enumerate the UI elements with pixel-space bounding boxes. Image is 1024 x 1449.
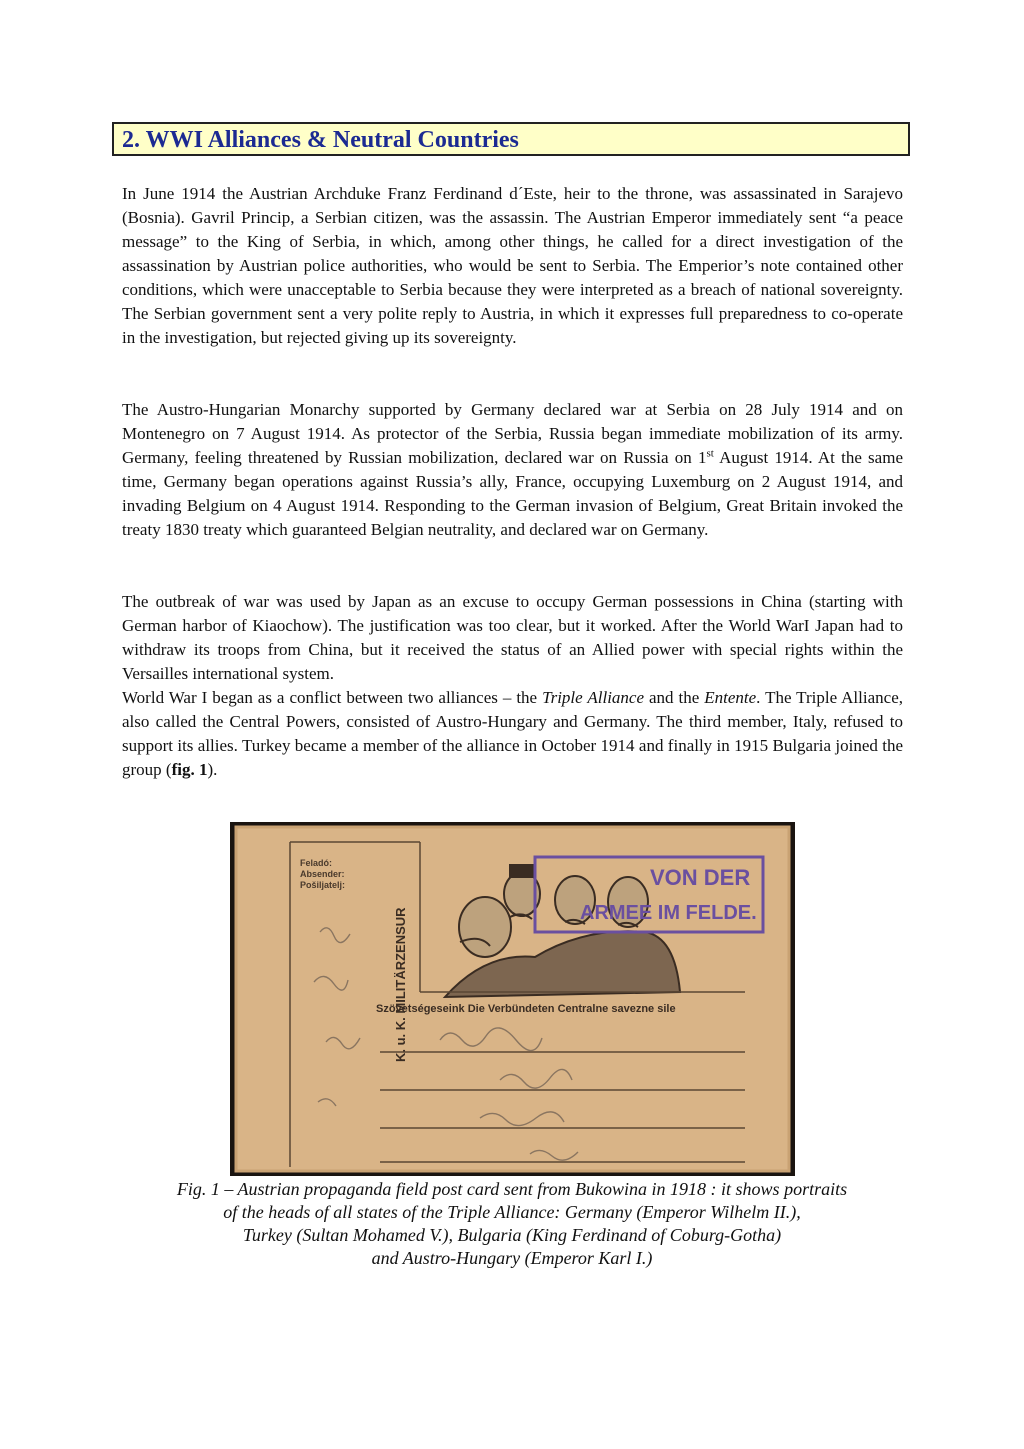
- ordinal-suffix: st: [706, 447, 714, 460]
- caption-line: and Austro-Hungary (Emperor Karl I.): [371, 1248, 653, 1268]
- army-stamp-line1: VON DER: [650, 865, 751, 890]
- paragraph-text: World War I began as a conflict between two alliances – the: [122, 688, 543, 707]
- figure-reference: fig. 1: [171, 760, 208, 779]
- paragraph-declarations-of-war: [122, 398, 903, 542]
- caption-line: Turkey (Sultan Mohamed V.), Bulgaria (King Ferdinand of Coburg-Gotha): [242, 1225, 782, 1245]
- paragraph-text: and the: [644, 688, 705, 707]
- field-post-card-figure: [230, 822, 795, 1176]
- section-heading-box: [112, 122, 910, 156]
- sender-label: Absender:: [300, 869, 345, 879]
- paragraph-text: The Austro-Hungarian Monarchy supported by Germany declared war at Serbia on 28 July 1914 and on Montenegro on 7 August 1914. As protector of the Serbia, Russia began immediate mobilization of its army. Germany, feeling threatened by Russian mobilization, declared war on Russia on 1: [122, 400, 903, 467]
- term-triple-alliance: Triple Alliance: [542, 688, 645, 707]
- figure-caption: [112, 1178, 912, 1270]
- army-stamp-line2: ARMEE IM FELDE.: [580, 902, 757, 924]
- paragraph-text: . The Triple Alliance, also called the Central Powers, consisted of Austro-Hungary and Germany. The third member, Italy, refused to support its allies. Turkey became a member of the alliance in October 1914 and finally in 1915 Bulgaria joined the group (: [122, 688, 903, 779]
- caption-line: of the heads of all states of the Triple Alliance: Germany (Emperor Wilhelm II.),: [223, 1202, 801, 1222]
- sender-label: Pošiljatelj:: [300, 880, 346, 890]
- sender-label: Feladó:: [300, 858, 333, 868]
- paragraph-text: ).: [207, 760, 218, 779]
- term-entente: Entente: [704, 688, 757, 707]
- censor-side-text: K. u. K. MILITÄRZENSUR: [393, 907, 408, 1062]
- paragraph-triple-alliance: [122, 686, 903, 782]
- field-post-card-image: [230, 822, 795, 1176]
- paragraph-assassination: In June 1914 the Austrian Archduke Franz Ferdinand d´Este, heir to the throne, was assassinated in Sarajevo (Bosnia). Gavril Princip, a Serbian citizen, was the assassin. The Austrian Emperor immediately sent “a peace message” to the King of Serbia, in which, among other things, he called for a direct investigation of the assassination by Austrian police authorities, who would be sent to Serbia. The Emperior’s note contained other conditions, which were unacceptable to Serbia because they were interpreted as a breach of national sovereignty. The Serbian government sent a very polite reply to Austria, in which it expresses full preparedness to co-operate in the investigation, but rejected giving up its sovereignty.: [122, 184, 903, 347]
- section-heading: 2. WWI Alliances & Neutral Countries: [122, 127, 519, 153]
- caption-line: Fig. 1 – Austrian propaganda field post card sent from Bukowina in 1918 : it shows portraits: [176, 1179, 848, 1199]
- paragraph-text: August 1914. At the same time, Germany began operations against Russia’s ally, France, occupying Luxemburg on 2 August 1914, and invading Belgium on 4 August 1914. Responding to the German invasion of Belgium, Great Britain invoked the treaty 1830 treaty which guaranteed Belgian neutrality, and declared war on Germany.: [122, 448, 903, 539]
- allies-banner: Szövetségeseink Die Verbündeten Centralne savezne sile: [376, 1003, 676, 1015]
- paragraph-japan: The outbreak of war was used by Japan as an excuse to occupy German possessions in China (starting with German harbor of Kiaochow). The justification was too clear, but it worked. After the World WarI Japan had to withdraw its troops from China, but it received the status of an Allied power with special rights within the Versailles international system.: [122, 592, 903, 683]
- paragraph-alliances: [122, 590, 903, 782]
